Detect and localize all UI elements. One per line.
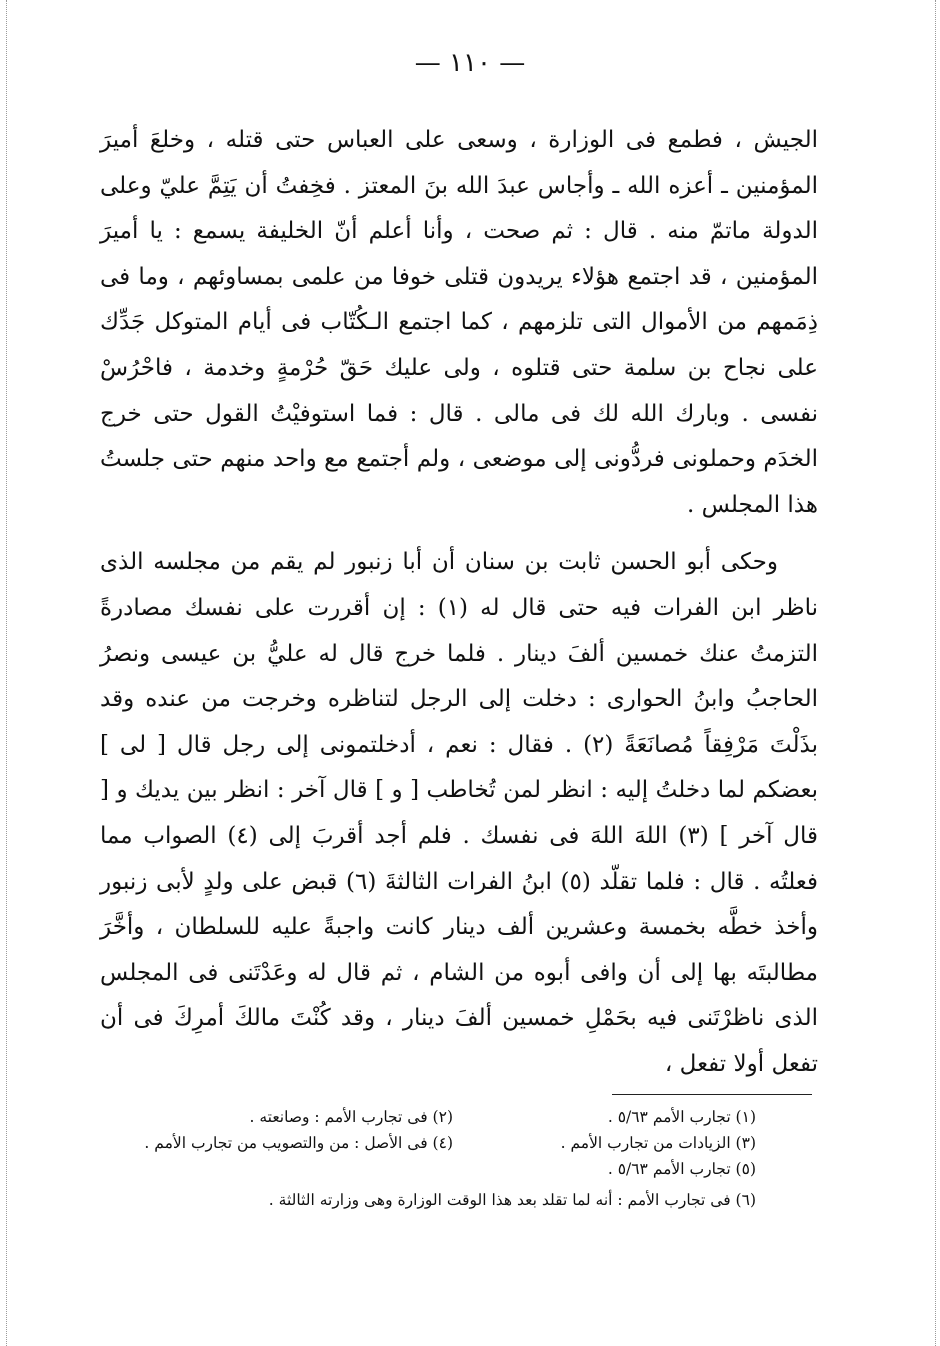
left-scan-edge xyxy=(6,0,7,1346)
footnote-row xyxy=(150,1104,756,1130)
footnote-separator xyxy=(612,1094,812,1095)
footnote-3: (٣) الزيادات من تجارب الأمم . xyxy=(560,1134,756,1152)
paragraph-1: الجيش ، فطمع فى الوزارة ، وسعى على العباس حتى قتله ، وخلعَ أميرَ المؤمنين ـ أعزه الله ـ وأجاس عبدَ الله بنَ المعتز . فخِفتُ أن يَتِمَّ عليّ وعلى الدولة ماتمّ منه . قال : ثم صحت ، وأنا أعلم أنّ الخليفة يسمع : يا أميرَ المؤمنين ، قد اجتمع هؤلاء يريدون قتلى خوفا من علمى بمساوئهم ، وما فى ذِمَمهم من الأموال التى تلزمهم ، كما اجتمع الـكُتّاب فى أيام المتوكل جَدِّك على نجاح بن سلمة حتى قتلوه ، ولى عليك حَقّ حُرْمةٍ وخدمة ، فاحْرُسْ نفسى . وبارك الله لك فى مالى . قال : فما استوفيْتُ القول حتى خرج الخدَم وحملونى فردُّونى إلى موضعى ، ولم أجتمع مع واحد منهم حتى جلستُ هذا المجلس . xyxy=(100,127,818,518)
footnote-2: (٢) فى تجارب الأمم : وصانعته . xyxy=(249,1108,453,1126)
footnote-5: (٥) تجارب الأمم ٥/٦٣ . xyxy=(607,1160,756,1178)
right-scan-edge xyxy=(935,0,936,1346)
footnote-6: (٦) فى تجارب الأمم : أنه لما تقلد بعد هذا الوقت الوزارة وهى وزارته الثالثة . xyxy=(268,1191,756,1209)
footnote-row xyxy=(144,1130,756,1156)
footnote-1: (١) تجارب الأمم ٥/٦٣ . xyxy=(607,1108,756,1126)
footnote-row xyxy=(150,1156,756,1182)
footnotes xyxy=(144,1104,756,1213)
main-text xyxy=(100,118,818,1087)
paragraph-2: وحكى أبو الحسن ثابت بن سنان أن أبا زنبور لم يقم من مجلسه الذى ناظر ابن الفرات فيه حتى قال له (١) : إن أقررت على نفسك مصادرةً التزمتُ عنك خمسين ألفَ دينار . فلما خرج قال له عليُّ بن عيسى ونصرُ الحاجبُ وابنُ الحوارى : دخلت إلى الرجل لتناظره وخرجت من عنده وقد بذَلْتَ مَرْفِقاً مُصانَعَةً (٢) . فقال : نعم ، أدخلتمونى إلى رجل قال [ لى ] بعضكم لما دخلتُ إليه : انظر لمن تُخاطب [ و ] قال آخر : انظر بين يديك و [ قال آخر ] (٣) اللهَ اللهَ فى نفسك . فلم أجد أقربَ إلى (٤) الصواب مما فعلتُه . قال : فلما تقلّد (٥) ابنُ الفرات الثالثةَ (٦) قبض على ولدٍ لأبى زنبور وأخذ خطَّه بخمسة وعشرين ألف دينار كانت واجبةً عليه للسلطان ، وأخَّرَ مطالبتَه بها إلى أن وافى أبوه من الشام ، ثم قال له وعَدْتَنى فى المجلس الذى ناظرْتَنى فيه بحَمْلِ خمسين ألفَ دينار ، وقد كُنْتَ مالكَ أمرِكَ فى أن تفعل أولا تفعل ، xyxy=(100,549,818,1077)
footnote-4: (٤) فى الأصل : من والتصويب من تجارب الأمم . xyxy=(144,1134,453,1152)
page-number: — ١١٠ — xyxy=(414,48,526,78)
